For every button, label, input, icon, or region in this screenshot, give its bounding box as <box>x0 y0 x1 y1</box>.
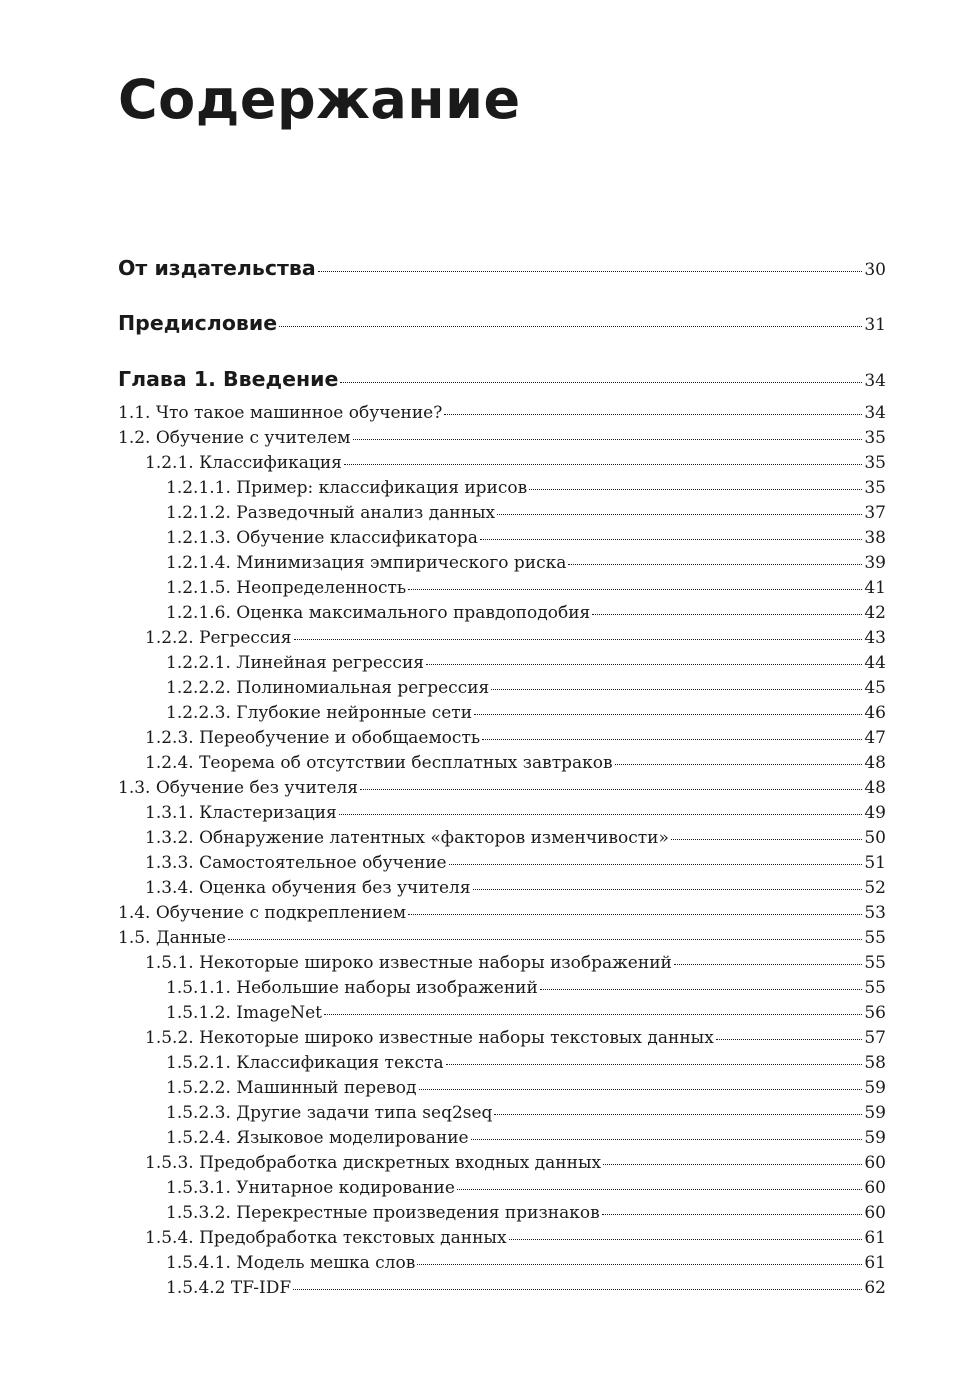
toc-entry-title: 1.3.1. Кластеризация <box>145 803 337 823</box>
toc-entry[interactable] <box>166 1203 886 1227</box>
toc-entry[interactable] <box>166 578 886 602</box>
toc-entry[interactable] <box>166 653 886 677</box>
page-title: Содержание <box>118 68 521 131</box>
dot-leader <box>339 814 863 815</box>
dot-leader <box>446 1064 863 1065</box>
toc-entry-page: 57 <box>864 1028 886 1048</box>
dot-leader <box>482 739 862 740</box>
toc-entry-title: 1.5.2.1. Классификация текста <box>166 1053 444 1073</box>
toc-entry-page: 60 <box>864 1203 886 1223</box>
toc-entry[interactable] <box>166 1253 886 1277</box>
toc-entry-title: 1.2.3. Переобучение и обобщаемость <box>145 728 481 748</box>
toc-entry-title: 1.2.2.3. Глубокие нейронные сети <box>166 703 473 723</box>
toc-entry-title: 1.2.1.2. Разведочный анализ данных <box>166 503 496 523</box>
toc-entry-page: 43 <box>864 628 886 648</box>
toc-entry[interactable] <box>166 553 886 577</box>
dot-leader <box>426 664 862 665</box>
toc-entry-title: 1.3.4. Оценка обучения без учителя <box>145 878 471 898</box>
toc-entry-title: 1.3.3. Самостоятельное обучение <box>145 853 447 873</box>
dot-leader <box>457 1189 862 1190</box>
toc-entry-title: 1.5.2.2. Машинный перевод <box>166 1078 417 1098</box>
toc-entry-title: 1.2.1. Классификация <box>145 453 342 473</box>
toc-entry-page: 55 <box>864 953 886 973</box>
toc-entry-page: 35 <box>864 478 886 498</box>
dot-leader <box>408 589 862 590</box>
dot-leader <box>474 714 862 715</box>
dot-leader <box>529 489 862 490</box>
toc-entry-page: 48 <box>864 778 886 798</box>
toc-entry-page: 35 <box>864 428 886 448</box>
dot-leader <box>228 939 862 940</box>
toc-entry-page: 55 <box>864 928 886 948</box>
toc-entry[interactable] <box>145 803 886 827</box>
toc-entry-page: 38 <box>864 528 886 548</box>
toc-entry[interactable] <box>145 453 886 477</box>
toc-entry-title: 1.1. Что такое машинное обучение? <box>118 403 443 423</box>
dot-leader <box>419 1089 863 1090</box>
toc-entry-page: 45 <box>864 678 886 698</box>
toc-entry-title: 1.3.2. Обнаружение латентных «факторов изменчивости» <box>145 828 669 848</box>
toc-entry[interactable] <box>145 828 886 852</box>
toc-entry[interactable] <box>166 703 886 727</box>
toc-entry-title: 1.5.3.2. Перекрестные произведения признаков <box>166 1203 600 1223</box>
toc-entry-title: 1.2.4. Теорема об отсутствии бесплатных завтраков <box>145 753 613 773</box>
toc-entry[interactable] <box>166 478 886 502</box>
toc-entry-title: 1.5. Данные <box>118 928 227 948</box>
toc-entry-page: 55 <box>864 978 886 998</box>
dot-leader <box>340 382 862 383</box>
dot-leader <box>449 864 863 865</box>
toc-entry[interactable] <box>118 256 886 286</box>
toc-entry-page: 35 <box>864 453 886 473</box>
dot-leader <box>444 414 862 415</box>
toc-entry-page: 48 <box>864 753 886 773</box>
dot-leader <box>353 439 863 440</box>
toc-entry[interactable] <box>145 753 886 777</box>
toc-entry-title: 1.2.1.3. Обучение классификатора <box>166 528 478 548</box>
dot-leader <box>360 789 862 790</box>
toc-entry-page: 42 <box>864 603 886 623</box>
toc-entry-title: 1.5.2.4. Языковое моделирование <box>166 1128 469 1148</box>
toc-entry-page: 59 <box>864 1103 886 1123</box>
toc-entry-title: 1.5.3.1. Унитарное кодирование <box>166 1178 455 1198</box>
toc-entry-page: 62 <box>864 1278 886 1298</box>
toc-entry[interactable] <box>118 367 886 397</box>
toc-entry-title: 1.2.1.5. Неопределенность <box>166 578 407 598</box>
dot-leader <box>509 1239 863 1240</box>
toc-entry-title: 1.2.2.1. Линейная регрессия <box>166 653 425 673</box>
toc-entry[interactable] <box>166 1128 886 1152</box>
toc-entry-page: 60 <box>864 1153 886 1173</box>
toc-entry-title: 1.2.1.4. Минимизация эмпирического риска <box>166 553 567 573</box>
toc-entry[interactable] <box>145 1153 886 1177</box>
toc-entry[interactable] <box>166 603 886 627</box>
toc-entry-page: 56 <box>864 1003 886 1023</box>
toc-entry[interactable] <box>118 778 886 802</box>
toc-entry[interactable] <box>145 853 886 877</box>
toc-entry[interactable] <box>145 878 886 902</box>
dot-leader <box>294 639 863 640</box>
toc-entry-page: 30 <box>864 260 886 280</box>
dot-leader <box>568 564 862 565</box>
toc-entry-title: 1.5.2.3. Другие задачи типа seq2seq <box>166 1103 493 1123</box>
toc-entry-title: От издательства <box>118 256 316 280</box>
dot-leader <box>592 614 862 615</box>
dot-leader <box>473 889 863 890</box>
toc-entry[interactable] <box>166 1053 886 1077</box>
toc-entry[interactable] <box>145 1028 886 1052</box>
toc-entry-page: 46 <box>864 703 886 723</box>
toc-entry[interactable] <box>145 728 886 752</box>
toc-entry-page: 61 <box>864 1253 886 1273</box>
toc-entry[interactable] <box>166 1178 886 1202</box>
toc-entry[interactable] <box>166 503 886 527</box>
toc-entry-page: 34 <box>864 371 886 391</box>
dot-leader <box>293 1289 862 1290</box>
dot-leader <box>615 764 863 765</box>
toc-entry[interactable] <box>118 928 886 952</box>
toc-entry-title: 1.5.3. Предобработка дискретных входных данных <box>145 1153 602 1173</box>
toc-entry-title: 1.5.4.2 TF-IDF <box>166 1278 292 1298</box>
toc-entry-title: 1.2. Обучение с учителем <box>118 428 351 448</box>
toc-entry-page: 41 <box>864 578 886 598</box>
toc-entry[interactable] <box>118 311 886 341</box>
dot-leader <box>497 514 862 515</box>
dot-leader <box>540 989 863 990</box>
toc-entry[interactable] <box>145 1228 886 1252</box>
toc-entry-page: 31 <box>864 315 886 335</box>
toc-entry-title: 1.5.1.2. ImageNet <box>166 1003 322 1023</box>
toc-entry-page: 50 <box>864 828 886 848</box>
toc-entry-title: 1.3. Обучение без учителя <box>118 778 358 798</box>
toc-entry-title: Предисловие <box>118 311 278 335</box>
toc-entry-page: 52 <box>864 878 886 898</box>
toc-entry-title: 1.2.1.1. Пример: классификация ирисов <box>166 478 528 498</box>
dot-leader <box>480 539 862 540</box>
toc-entry-page: 61 <box>864 1228 886 1248</box>
toc-entry[interactable] <box>118 403 886 427</box>
toc-entry[interactable] <box>145 628 886 652</box>
toc-entry[interactable] <box>145 953 886 977</box>
toc-entry-title: 1.2.1.6. Оценка максимального правдоподобия <box>166 603 591 623</box>
toc-entry[interactable] <box>118 903 886 927</box>
toc-entry[interactable] <box>166 1003 886 1027</box>
toc-entry[interactable] <box>166 1278 886 1302</box>
toc-entry-title: 1.5.1.1. Небольшие наборы изображений <box>166 978 538 998</box>
toc-entry-title: 1.4. Обучение с подкреплением <box>118 903 407 923</box>
dot-leader <box>344 464 862 465</box>
toc-entry-page: 34 <box>864 403 886 423</box>
toc-entry-page: 59 <box>864 1078 886 1098</box>
toc-entry-title: Глава 1. Введение <box>118 367 339 391</box>
toc-entry-page: 37 <box>864 503 886 523</box>
dot-leader <box>408 914 862 915</box>
toc-entry-title: 1.2.2. Регрессия <box>145 628 292 648</box>
toc-entry[interactable] <box>166 978 886 1002</box>
dot-leader <box>279 326 862 327</box>
toc-entry-page: 39 <box>864 553 886 573</box>
toc-entry[interactable] <box>166 528 886 552</box>
toc-entry-page: 53 <box>864 903 886 923</box>
toc-entry-title: 1.5.2. Некоторые широко известные наборы текстовых данных <box>145 1028 714 1048</box>
dot-leader <box>494 1114 862 1115</box>
toc-entry-page: 59 <box>864 1128 886 1148</box>
toc-entry[interactable] <box>166 1078 886 1102</box>
dot-leader <box>674 964 863 965</box>
toc-entry[interactable] <box>166 678 886 702</box>
dot-leader <box>491 689 862 690</box>
toc-entry-title: 1.2.2.2. Полиномиальная регрессия <box>166 678 490 698</box>
toc-entry-page: 51 <box>864 853 886 873</box>
dot-leader <box>471 1139 863 1140</box>
toc-entry-page: 44 <box>864 653 886 673</box>
toc-entry-page: 49 <box>864 803 886 823</box>
toc-entry[interactable] <box>166 1103 886 1127</box>
dot-leader <box>602 1214 863 1215</box>
dot-leader <box>716 1039 863 1040</box>
dot-leader <box>671 839 863 840</box>
dot-leader <box>318 271 863 272</box>
dot-leader <box>417 1264 862 1265</box>
toc-entry-page: 58 <box>864 1053 886 1073</box>
toc-entry-page: 60 <box>864 1178 886 1198</box>
dot-leader <box>324 1014 862 1015</box>
toc-entry-page: 47 <box>864 728 886 748</box>
toc-entry-title: 1.5.1. Некоторые широко известные наборы изображений <box>145 953 672 973</box>
dot-leader <box>603 1164 862 1165</box>
toc-entry-title: 1.5.4.1. Модель мешка слов <box>166 1253 416 1273</box>
toc-entry-title: 1.5.4. Предобработка текстовых данных <box>145 1228 507 1248</box>
toc-entry[interactable] <box>118 428 886 452</box>
